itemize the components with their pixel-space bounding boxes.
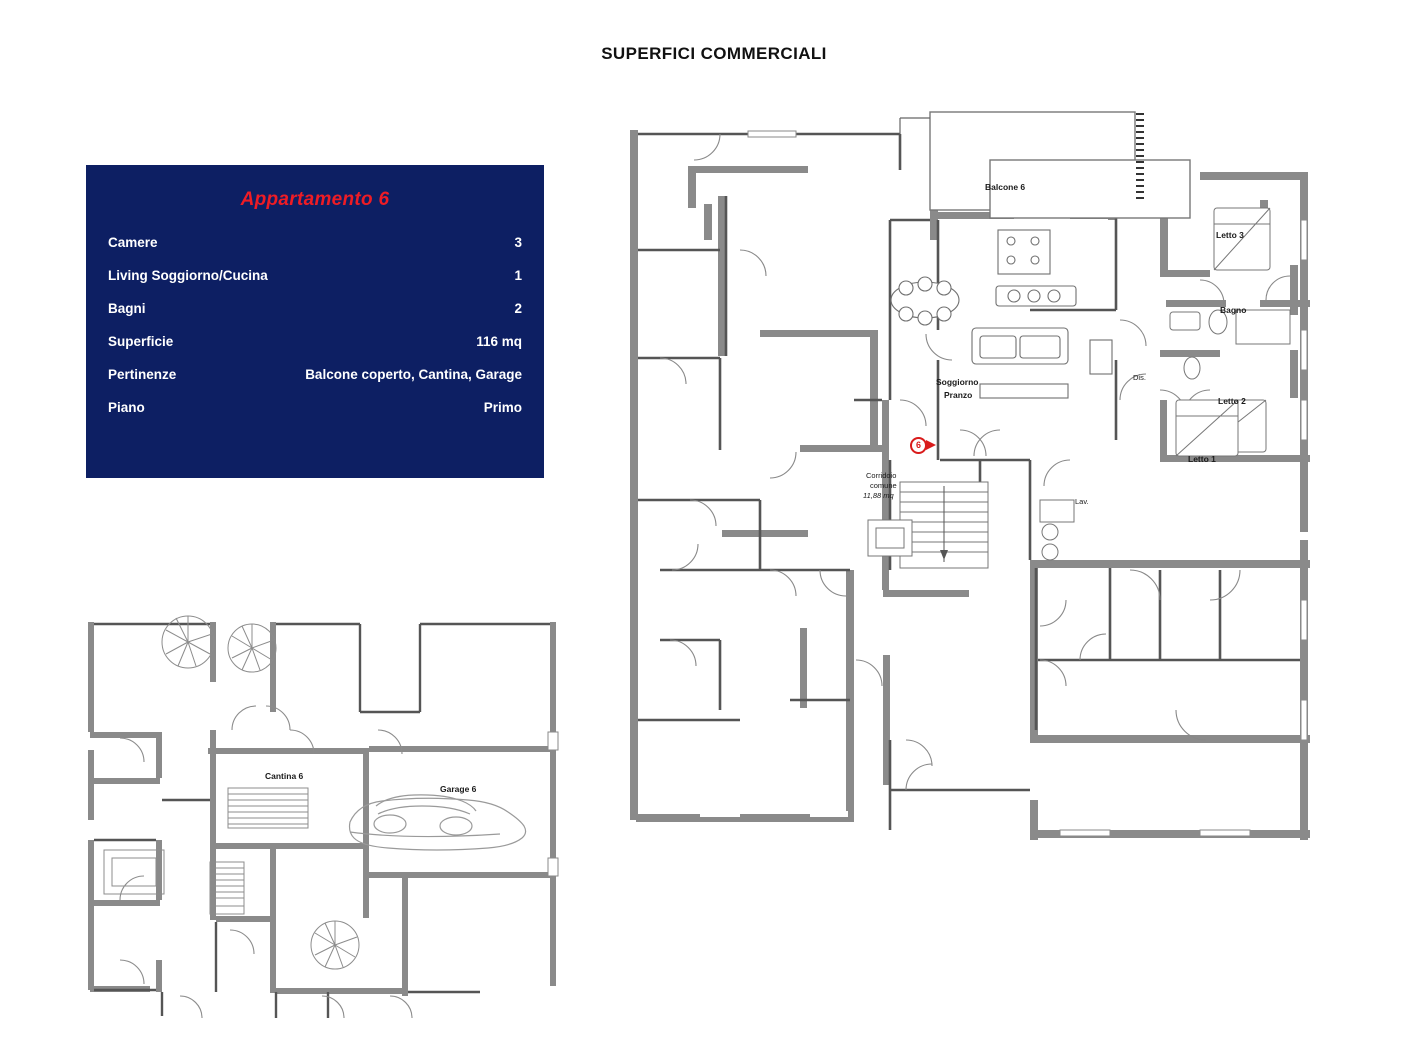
info-row-pertinenze (86, 367, 544, 382)
apartment-entrance-marker (910, 437, 940, 455)
room-label-cantina: Cantina 6 (265, 771, 304, 781)
room-label-lav: Lav. (1075, 497, 1089, 506)
info-value: 116 mq (476, 334, 522, 349)
apartment-info-panel (86, 165, 544, 478)
marker-arrow-icon (926, 440, 936, 450)
info-row-superficie (86, 334, 544, 349)
room-label-dis: Dis. (1133, 373, 1146, 382)
marker-number: 6 (910, 437, 927, 454)
info-value: 3 (514, 235, 522, 250)
info-value: 2 (514, 301, 522, 316)
upper-floor-plan-drawing (600, 100, 1360, 860)
room-label-pranzo: Pranzo (944, 390, 973, 400)
info-label: Camere (108, 235, 158, 250)
room-label-letto1: Letto 1 (1188, 454, 1216, 464)
info-row-camere (86, 235, 544, 250)
info-label: Living Soggiorno/Cucina (108, 268, 268, 283)
info-label: Pertinenze (108, 367, 177, 382)
room-label-soggiorno: Soggiorno (936, 377, 979, 387)
basement-plan (60, 600, 600, 1020)
room-label-garage: Garage 6 (440, 784, 477, 794)
room-label-balcone: Balcone 6 (985, 182, 1026, 192)
upper-floor-plan (600, 100, 1360, 860)
info-row-piano (86, 400, 544, 415)
apartment-title: Appartamento 6 (240, 189, 390, 210)
info-label: Piano (108, 400, 145, 415)
info-row-bagni (86, 301, 544, 316)
info-value: Primo (483, 400, 522, 415)
info-value: Balcone coperto, Cantina, Garage (305, 367, 522, 382)
room-label-corridoio-comune: comune (870, 481, 897, 490)
room-label-bagno: Bagno (1220, 305, 1247, 315)
info-label: Superficie (108, 334, 174, 349)
info-label: Bagni (108, 301, 146, 316)
room-label-letto2: Letto 2 (1218, 396, 1246, 406)
room-label-corridoio-area: 11,88 mq (863, 491, 894, 500)
info-value: 1 (514, 268, 522, 283)
room-label-corridoio: Corridoio (866, 471, 897, 480)
room-label-letto3: Letto 3 (1216, 230, 1244, 240)
basement-plan-drawing (60, 600, 600, 1020)
info-row-living (86, 268, 544, 283)
page-title: SUPERFICI COMMERCIALI (601, 44, 827, 63)
